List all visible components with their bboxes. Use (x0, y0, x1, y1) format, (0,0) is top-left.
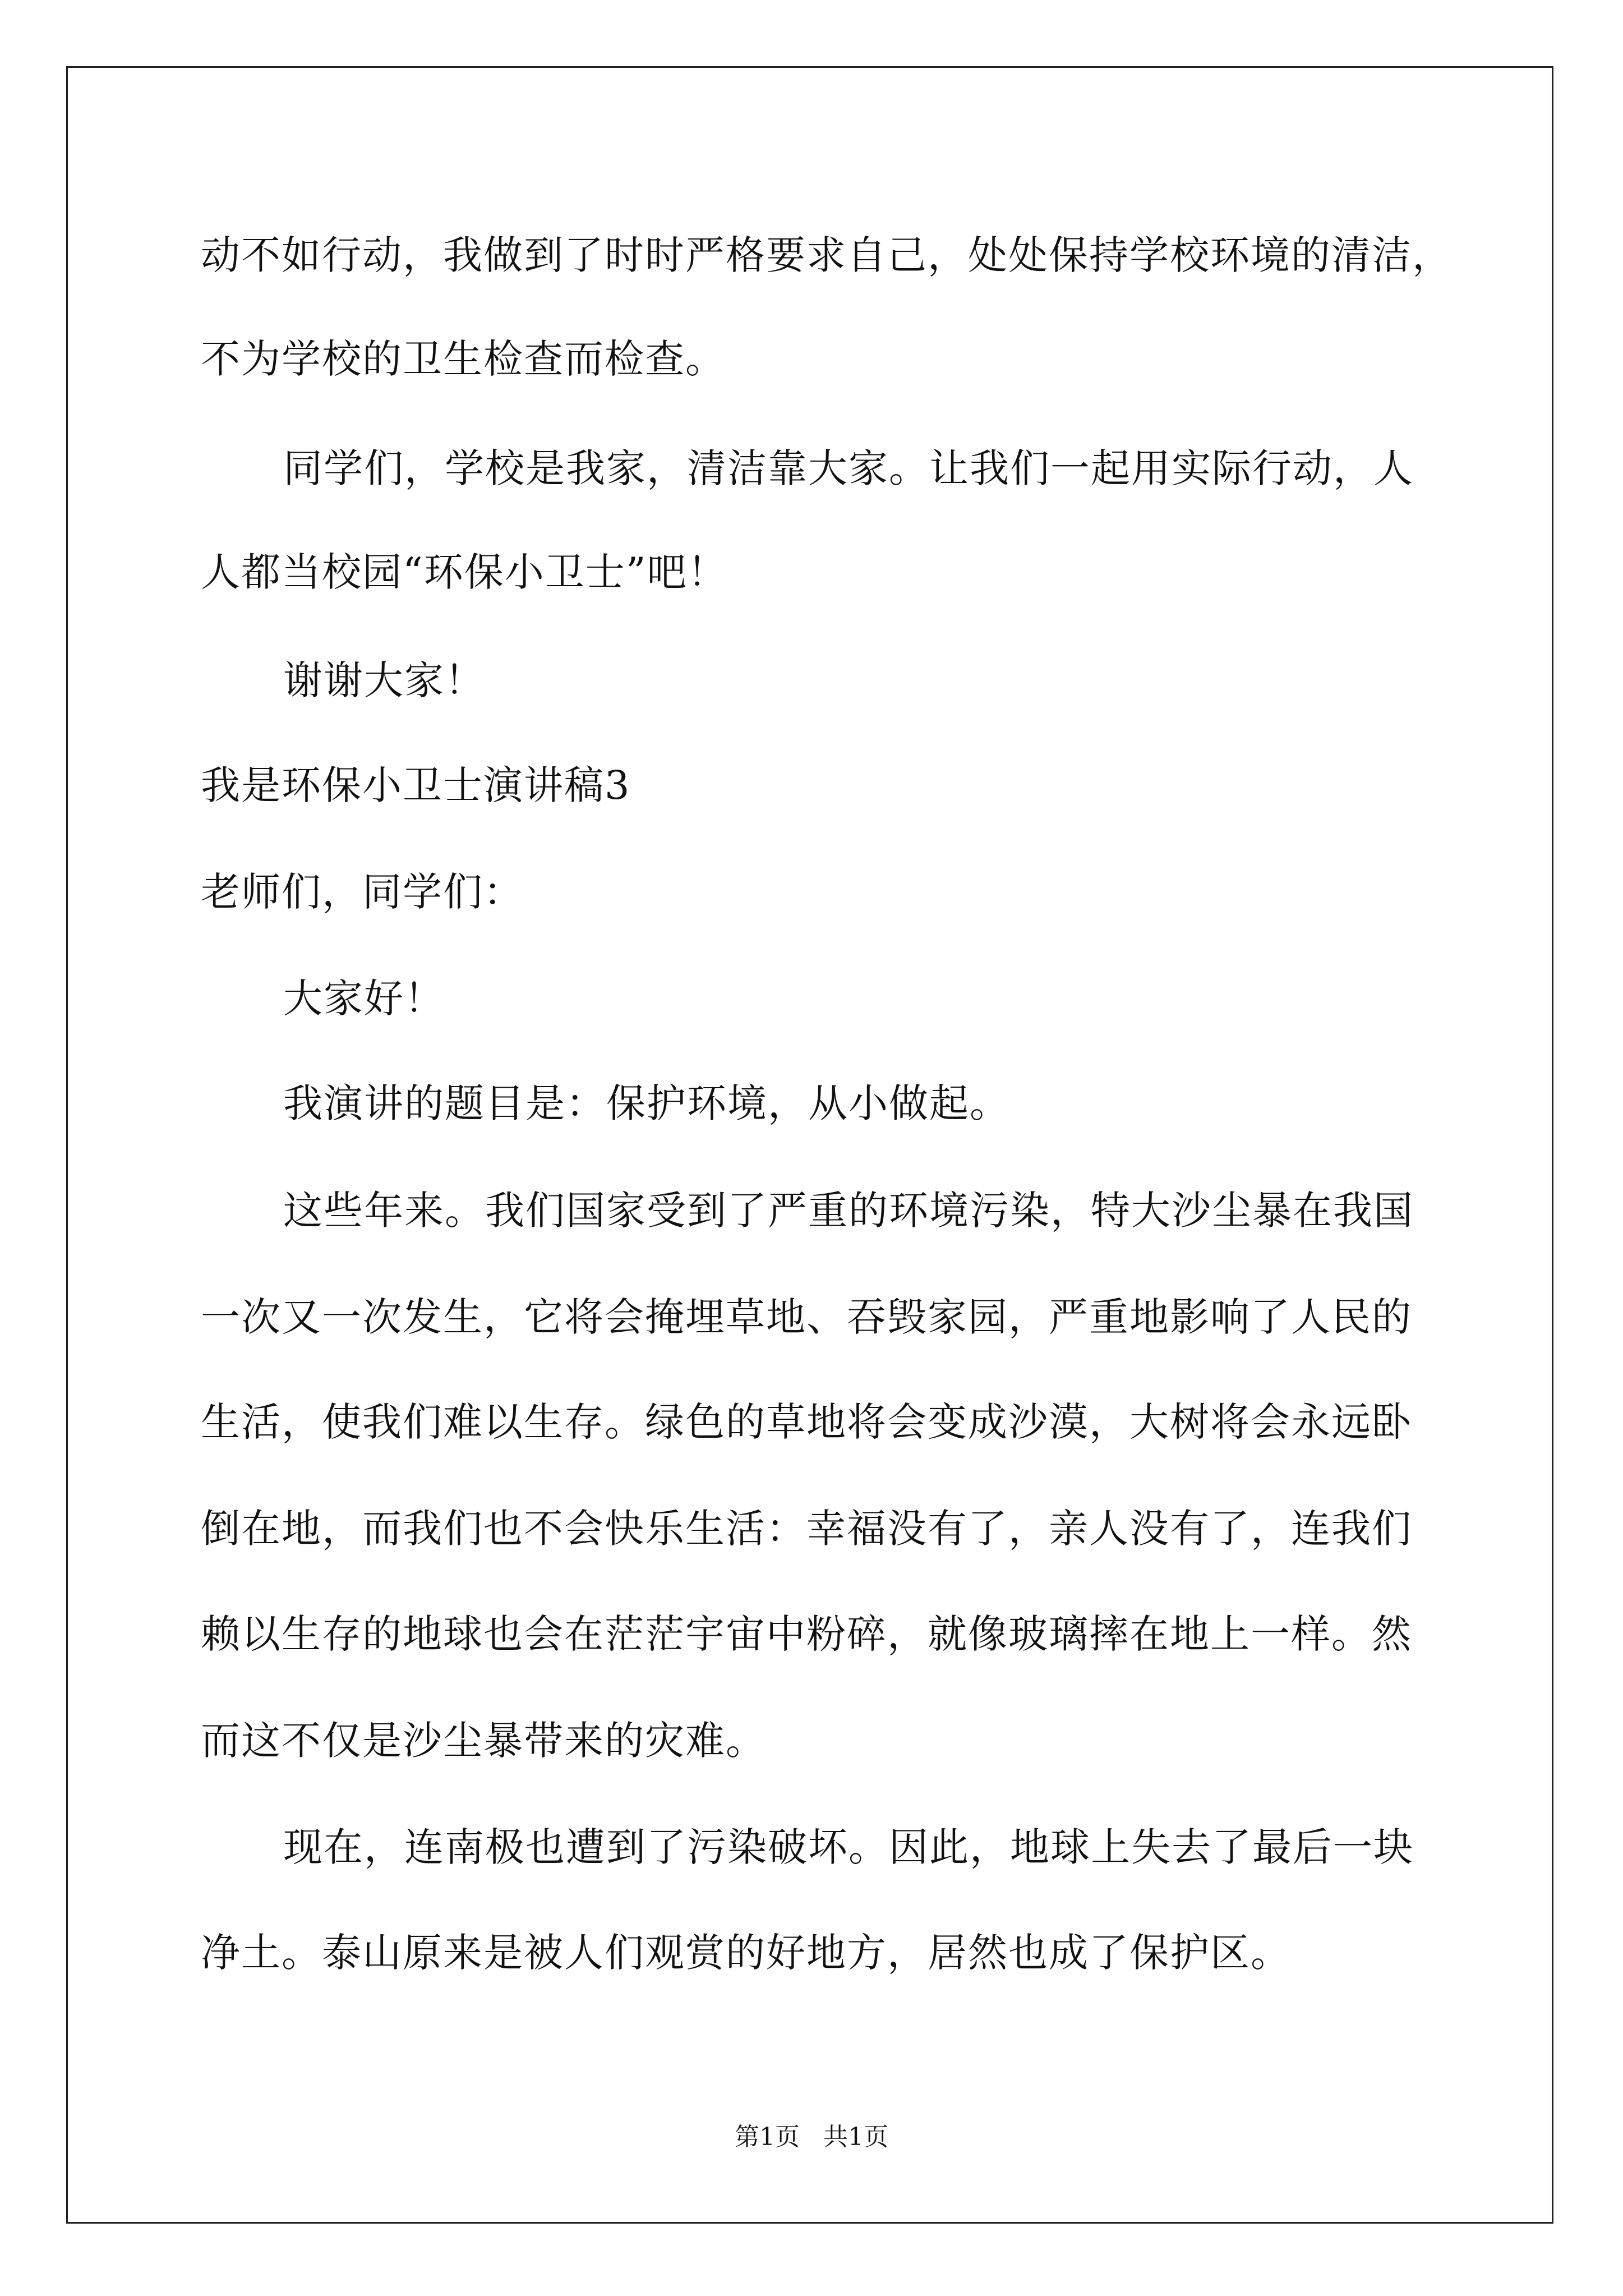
body-line: 不为学校的卫生检查而检查。 (201, 336, 726, 382)
section-title: 我是环保小卫士演讲稿3 (201, 762, 631, 808)
paragraph-start-line: 我演讲的题目是：保护环境，从小做起。 (283, 1080, 1010, 1126)
salutation: 老师们，同学们： (201, 869, 524, 915)
body-line: 而这不仅是沙尘暴带来的灾难。 (201, 1718, 766, 1764)
body-line: 赖以生存的地球也会在茫茫宇宙中粉碎，就像玻璃摔在地上一样。然 (201, 1611, 1412, 1657)
paragraph-start-line: 谢谢大家！ (283, 657, 485, 703)
paragraph-start-line: 这些年来。我们国家受到了严重的环境污染，特大沙尘暴在我国 (283, 1188, 1414, 1234)
page-footer: 第1页 共1页 (735, 2123, 888, 2151)
body-line: 一次又一次发生，它将会掩埋草地、吞毁家园，严重地影响了人民的 (201, 1294, 1412, 1340)
paragraph-start-line: 同学们，学校是我家，清洁靠大家。让我们一起用实际行动，人 (283, 445, 1414, 491)
paragraph-start-line: 大家好！ (283, 976, 445, 1022)
body-line: 动不如行动，我做到了时时严格要求自己，处处保持学校环境的清洁， (201, 232, 1453, 278)
body-line: 倒在地，而我们也不会快乐生活：幸福没有了，亲人没有了，连我们 (201, 1506, 1412, 1552)
body-line: 人都当校园“环保小卫士”吧！ (201, 549, 728, 595)
body-line: 净土。泰山原来是被人们观赏的好地方，居然也成了保护区。 (201, 1930, 1291, 1976)
paragraph-start-line: 现在，连南极也遭到了污染破坏。因此，地球上失去了最后一块 (283, 1824, 1414, 1870)
body-line: 生活，使我们难以生存。绿色的草地将会变成沙漠，大树将会永远卧 (201, 1399, 1412, 1445)
page-border (66, 66, 1553, 2224)
